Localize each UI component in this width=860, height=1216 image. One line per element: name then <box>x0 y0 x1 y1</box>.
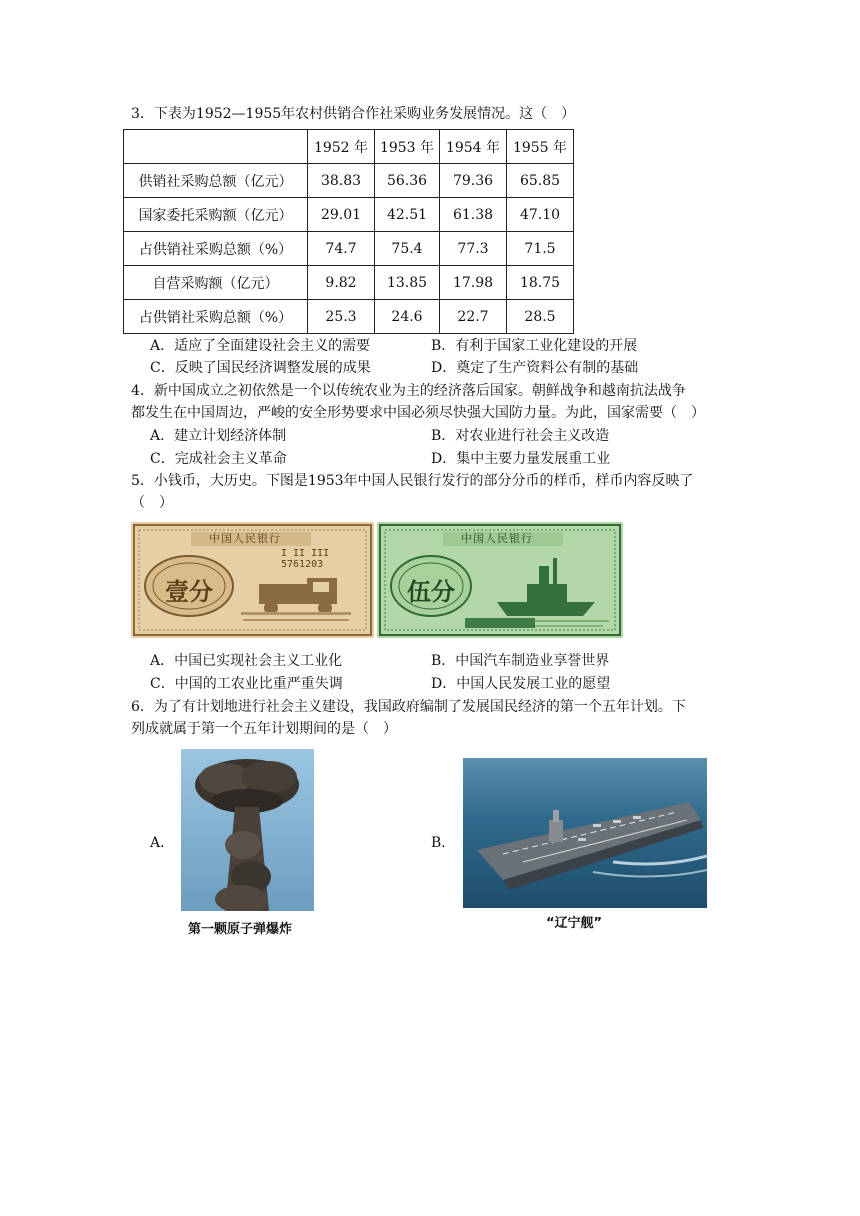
q5-stem-line2: （ ） <box>131 495 173 511</box>
table-cell: 国家委托采购额（亿元） <box>124 198 308 232</box>
table-header-cell: 1955 年 <box>507 130 574 164</box>
liaoning-carrier-photo <box>463 758 707 908</box>
q3-option-a[interactable]: A．适应了全面建设社会主义的需要 <box>150 338 371 354</box>
banknote-five-fen-bank: 中国人民银行 <box>461 532 533 545</box>
table-cell: 13.85 <box>375 266 440 300</box>
table-cell: 17.98 <box>440 266 507 300</box>
table-cell: 占供销社采购总额（%） <box>124 232 308 266</box>
atomic-bomb-photo <box>181 749 314 911</box>
table-cell: 79.36 <box>440 164 507 198</box>
q3-table <box>123 129 574 334</box>
q4-stem-line2: 都发生在中国周边，严峻的安全形势要求中国必须尽快强大国防力量。为此，国家需要（ ） <box>131 405 705 421</box>
table-cell: 占供销社采购总额（%） <box>124 300 308 334</box>
table-row <box>124 300 574 334</box>
q4-option-d[interactable]: D．集中主要力量发展重工业 <box>431 451 611 467</box>
table-cell: 29.01 <box>308 198 375 232</box>
table-row <box>124 266 574 300</box>
q3-stem: 3．下表为1952—1955年农村供销合作社采购业务发展情况。这（ ） <box>131 106 576 122</box>
truck-icon <box>259 578 337 615</box>
table-cell: 42.51 <box>375 198 440 232</box>
table-row <box>124 232 574 266</box>
q6-stem-line2: 列成就属于第一个五年计划期间的是（ ） <box>131 721 397 737</box>
table-cell: 38.83 <box>308 164 375 198</box>
table-cell: 22.7 <box>440 300 507 334</box>
table-cell: 71.5 <box>507 232 574 266</box>
q3-option-d[interactable]: D．奠定了生产资料公有制的基础 <box>431 360 639 376</box>
table-row <box>124 164 574 198</box>
table-cell: 24.6 <box>375 300 440 334</box>
q5-option-a[interactable]: A．中国已实现社会主义工业化 <box>150 653 343 669</box>
liaoning-carrier-caption: “辽宁舰” <box>546 916 603 931</box>
q5-option-d[interactable]: D．中国人民发展工业的愿望 <box>431 676 611 692</box>
q5-stem-line1: 5．小钱币，大历史。下图是1953年中国人民银行发行的部分分币的样币，样币内容反映了 <box>131 473 694 489</box>
table-header-cell: 1952 年 <box>308 130 375 164</box>
table-cell: 74.7 <box>308 232 375 266</box>
q4-option-a[interactable]: A．建立计划经济体制 <box>150 428 287 444</box>
table-cell: 61.38 <box>440 198 507 232</box>
banknote-one-fen <box>131 522 374 638</box>
q5-option-b[interactable]: B．中国汽车制造业享誉世界 <box>431 653 610 669</box>
banknote-one-fen-bank: 中国人民银行 <box>209 532 281 545</box>
table-cell: 9.82 <box>308 266 375 300</box>
table-cell: 75.4 <box>375 232 440 266</box>
table-cell: 56.36 <box>375 164 440 198</box>
table-cell: 18.75 <box>507 266 574 300</box>
table-cell: 28.5 <box>507 300 574 334</box>
q6-option-b-label[interactable]: B． <box>431 835 456 851</box>
q4-option-c[interactable]: C．完成社会主义革命 <box>150 451 287 467</box>
table-cell: 77.3 <box>440 232 507 266</box>
table-cell: 25.3 <box>308 300 375 334</box>
table-cell: 自营采购额（亿元） <box>124 266 308 300</box>
mushroom-cloud-icon <box>181 749 314 911</box>
q3-option-c[interactable]: C．反映了国民经济调整发展的成果 <box>150 360 371 376</box>
table-cell: 供销社采购总额（亿元） <box>124 164 308 198</box>
table-header-cell: 1953 年 <box>375 130 440 164</box>
aircraft-carrier-icon <box>463 758 707 908</box>
table-cell: 47.10 <box>507 198 574 232</box>
table-row <box>124 198 574 232</box>
q3-option-b[interactable]: B．有利于国家工业化建设的开展 <box>431 338 638 354</box>
banknote-one-fen-denomination: 壹分 <box>165 577 213 606</box>
q5-option-c[interactable]: C．中国的工农业比重严重失调 <box>150 676 343 692</box>
q6-option-a-label[interactable]: A． <box>150 835 175 851</box>
q6-stem-line1: 6．为了有计划地进行社会主义建设，我国政府编制了发展国民经济的第一个五年计划。下 <box>131 699 686 715</box>
banknote-one-fen-serial: I II III 5761203 <box>281 548 330 570</box>
table-header-row <box>124 130 574 164</box>
table-header-cell: 1954 年 <box>440 130 507 164</box>
ship-icon <box>497 558 595 616</box>
table-cell: 65.85 <box>507 164 574 198</box>
banknote-five-fen-denomination: 伍分 <box>407 577 455 606</box>
atomic-bomb-caption: 第一颗原子弹爆炸 <box>188 922 293 937</box>
banknote-five-fen <box>377 522 623 638</box>
q4-stem-line1: 4．新中国成立之初依然是一个以传统农业为主的经济落后国家。朝鲜战争和越南抗法战争 <box>131 383 686 399</box>
q4-option-b[interactable]: B．对农业进行社会主义改造 <box>431 428 610 444</box>
table-header-cell <box>124 130 308 164</box>
